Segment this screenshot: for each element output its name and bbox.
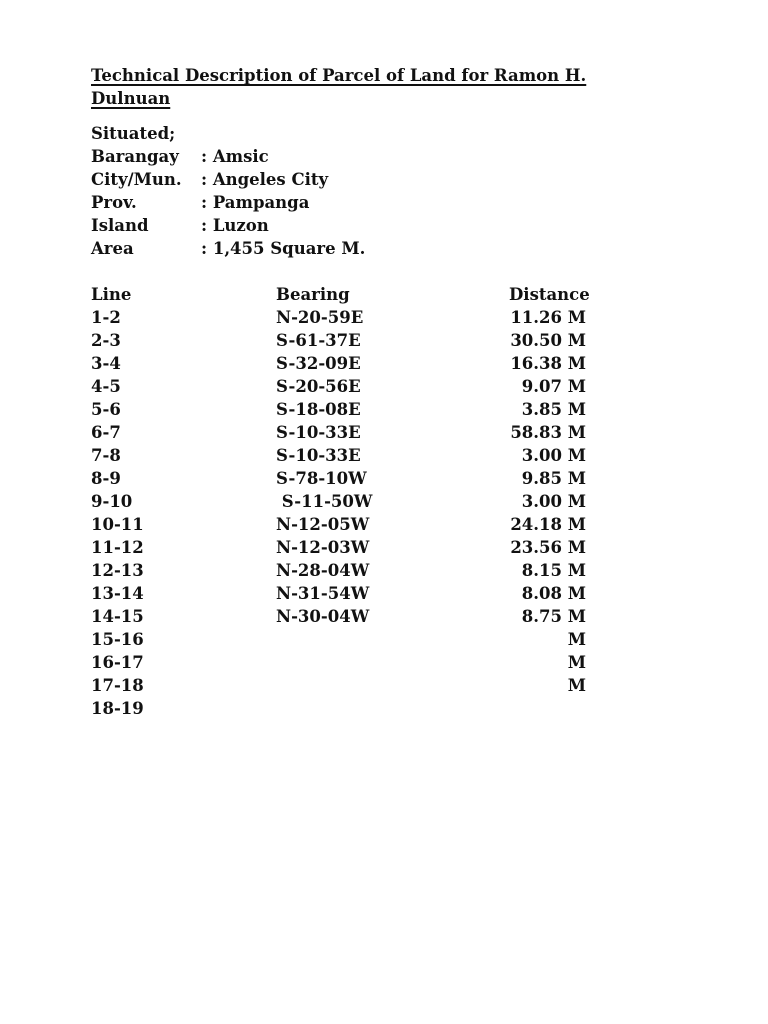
document-title	[91, 64, 651, 110]
field-value: : Pampanga	[201, 193, 310, 212]
table-cell-bearing: N-28-04W	[276, 561, 370, 580]
table-cell-distance: 3.00 M	[521, 446, 586, 465]
table-header-distance: Distance	[509, 285, 590, 304]
table-cell-bearing: N-12-05W	[276, 515, 370, 534]
table-cell-line: 16-17	[91, 653, 144, 672]
table-cell-bearing: S-11-50W	[276, 492, 373, 511]
title-line-1: Technical Description of Parcel of Land for Ramon H.	[91, 66, 587, 85]
table-cell-distance: 23.56 M	[510, 538, 586, 557]
table-cell-bearing: N-12-03W	[276, 538, 370, 557]
table-cell-distance: 8.08 M	[521, 584, 586, 603]
table-cell-line: 11-12	[91, 538, 144, 557]
table-cell-line: 13-14	[91, 584, 144, 603]
table-cell-line: 15-16	[91, 630, 144, 649]
table-cell-distance: M	[567, 653, 586, 672]
table-cell-line: 8-9	[91, 469, 121, 488]
field-value: : Angeles City	[201, 170, 329, 189]
table-cell-bearing: S-10-33E	[276, 446, 361, 465]
field-value: : Amsic	[201, 147, 269, 166]
field-label: Area	[91, 239, 134, 258]
field-label: Barangay	[91, 147, 179, 166]
table-cell-distance: 9.07 M	[521, 377, 586, 396]
title-line-2: Dulnuan	[91, 89, 171, 108]
table-cell-bearing: S-32-09E	[276, 354, 361, 373]
table-cell-distance: 16.38 M	[510, 354, 586, 373]
table-cell-distance: 58.83 M	[510, 423, 586, 442]
table-cell-line: 14-15	[91, 607, 144, 626]
table-cell-distance: 9.85 M	[521, 469, 586, 488]
field-label: City/Mun.	[91, 170, 182, 189]
table-cell-bearing: S-18-08E	[276, 400, 361, 419]
table-cell-distance: 30.50 M	[510, 331, 586, 350]
table-cell-distance: 11.26 M	[510, 308, 586, 327]
table-header-bearing: Bearing	[276, 285, 350, 304]
table-cell-distance: 24.18 M	[510, 515, 586, 534]
table-cell-line: 7-8	[91, 446, 121, 465]
table-cell-bearing: N-31-54W	[276, 584, 370, 603]
table-cell-bearing: S-20-56E	[276, 377, 361, 396]
table-cell-line: 9-10	[91, 492, 133, 511]
table-cell-distance: 8.15 M	[521, 561, 586, 580]
table-cell-distance: 3.00 M	[521, 492, 586, 511]
field-label: Prov.	[91, 193, 137, 212]
situated-label: Situated;	[91, 124, 176, 143]
table-cell-bearing: S-78-10W	[276, 469, 367, 488]
table-cell-line: 3-4	[91, 354, 121, 373]
table-cell-bearing: N-20-59E	[276, 308, 364, 327]
table-cell-line: 4-5	[91, 377, 121, 396]
table-cell-bearing: S-10-33E	[276, 423, 361, 442]
table-cell-line: 17-18	[91, 676, 144, 695]
table-cell-distance: 8.75 M	[521, 607, 586, 626]
table-cell-distance: 3.85 M	[521, 400, 586, 419]
table-cell-line: 2-3	[91, 331, 121, 350]
table-cell-bearing: N-30-04W	[276, 607, 370, 626]
table-cell-distance: M	[567, 676, 586, 695]
table-cell-line: 12-13	[91, 561, 144, 580]
table-cell-line: 5-6	[91, 400, 121, 419]
table-cell-line: 18-19	[91, 699, 144, 718]
table-cell-bearing: S-61-37E	[276, 331, 361, 350]
table-cell-line: 1-2	[91, 308, 121, 327]
table-header-line: Line	[91, 285, 132, 304]
field-value: : Luzon	[201, 216, 269, 235]
table-cell-line: 10-11	[91, 515, 144, 534]
table-cell-line: 6-7	[91, 423, 121, 442]
table-cell-distance: M	[567, 630, 586, 649]
table-cell-distance	[430, 697, 586, 720]
field-value: : 1,455 Square M.	[201, 239, 366, 258]
field-label: Island	[91, 216, 149, 235]
